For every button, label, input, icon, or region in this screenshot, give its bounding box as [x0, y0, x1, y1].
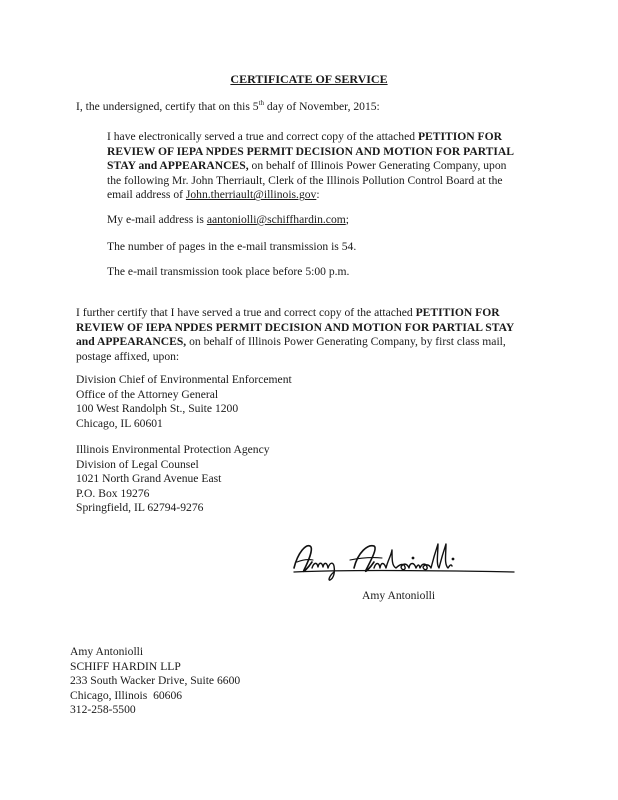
para1-line-3 [107, 159, 527, 174]
para1-line-1-bold: PETITION FOR [417, 130, 503, 143]
para2-line-4: postage affixed, upon: [76, 349, 180, 363]
document-title: CERTIFICATE OF SERVICE [230, 72, 388, 86]
address-line: Division Chief of Environmental Enforcement [76, 373, 292, 386]
para2-line-3-bold: and APPEARANCES, [76, 335, 187, 349]
intro-line [76, 100, 380, 115]
para2-line-2: REVIEW OF IEPA NPDES PERMIT DECISION AND MOTION FOR PARTIAL STAY [76, 320, 515, 334]
para1-line-3-text: on behalf of Illinois Power Generating Company, upon [248, 159, 507, 173]
address-line: Springfield, IL 62794-9276 [76, 501, 204, 515]
clerk-email-link[interactable]: John.therriault@illinois.gov [185, 188, 317, 202]
contact-line: Amy Antoniolli [70, 645, 144, 658]
contact-line: Chicago, Illinois 60606 [70, 688, 183, 702]
address-line: Office of the Attorney General [76, 387, 219, 401]
attorney-general-address [76, 373, 292, 431]
sender-email-line [107, 213, 349, 228]
iepa-address [76, 443, 270, 516]
attorney-contact-block [70, 645, 240, 718]
contact-line: 312-258-5500 [70, 703, 136, 717]
para1-line-5-colon: : [316, 188, 320, 202]
signer-name: Amy Antoniolli [362, 589, 436, 602]
para1-line-1-text: I have electronically served a true and correct copy of the attached [107, 130, 418, 143]
address-line: 100 West Randolph St., Suite 1200 [76, 402, 239, 416]
page-count-line: The number of pages in the e-mail transmission is 54. [107, 240, 357, 253]
address-line: 1021 North Grand Avenue East [76, 472, 222, 486]
para1-line-4: the following Mr. John Therriault, Clerk of the Illinois Pollution Control Board at the [107, 173, 503, 187]
para1-line-1 [107, 130, 527, 145]
address-line: Illinois Environmental Protection Agency [76, 443, 270, 456]
contact-line: SCHIFF HARDIN LLP [70, 659, 181, 673]
para2-line-3 [76, 335, 546, 350]
address-line: Division of Legal Counsel [76, 457, 199, 471]
intro-text-pre: I, the undersigned, certify that on this 5 [76, 100, 259, 113]
mail-service-paragraph [76, 306, 546, 364]
para1-line-3-bold: STAY and APPEARANCES, [107, 159, 249, 173]
sender-email-semicolon: ; [345, 213, 349, 226]
para2-line-1-bold: PETITION FOR [415, 306, 500, 319]
contact-line: 233 South Wacker Drive, Suite 6600 [70, 674, 241, 688]
para1-line-5 [107, 188, 527, 203]
para2-line-1 [76, 306, 546, 321]
para1-line-2: REVIEW OF IEPA NPDES PERMIT DECISION AND MOTION FOR PARTIAL [107, 144, 515, 158]
para2-line-1-text: I further certify that I have served a true and correct copy of the attached [76, 306, 416, 319]
para2-line-3-text: on behalf of Illinois Power Generating Company, by first class mail, [186, 335, 506, 349]
transmission-time-line: The e-mail transmission took place before 5:00 p.m. [107, 265, 350, 278]
address-line: Chicago, IL 60601 [76, 416, 163, 430]
handwritten-signature [288, 538, 518, 584]
para1-line-5-text: email address of [107, 188, 186, 202]
electronic-service-paragraph [107, 130, 527, 203]
intro-text-post: day of November, 2015: [264, 100, 380, 113]
sender-email-text: My e-mail address is [107, 213, 207, 226]
address-line: P.O. Box 19276 [76, 486, 150, 500]
sender-email-link[interactable]: aantoniolli@schiffhardin.com [206, 213, 346, 226]
intro-ordinal-suffix: th [258, 99, 265, 107]
